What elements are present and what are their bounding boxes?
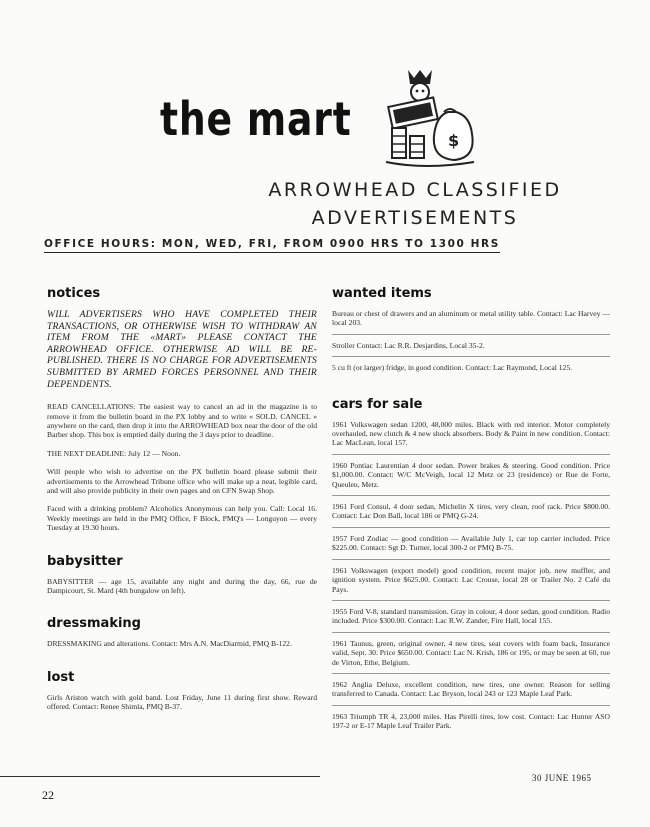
notice-paragraph: Will people who wish to advertise on the PX bulletin board please submit their advertisements to the Arrowhead Tribune office who will make up a neat, legible card, and will also provide publicity in their own pages and on CFN Swap Shop. — [47, 467, 317, 495]
dressmaking-ad: DRESSMAKING and alterations. Contact: Mrs A.N. MacDiarmid, PMQ B-122. — [47, 639, 292, 649]
classified-heading — [250, 176, 580, 232]
wanted-item: Stroller Contact: Lac R.R. Desjardins, Local 35-2. — [332, 341, 610, 357]
car-item: 1961 Volkswagen (export model) good condition, recent major job, new muffler, and ignition system. Price $625.00. Contact: Lac Crouse, local 28 or Trailer No. 2 Café du Pays. — [332, 566, 610, 601]
wanted-title: wanted items — [332, 286, 432, 301]
wanted-item: Bureau or chest of drawers and an aluminum or metal utility table. Contact: Lac Harvey — local 203. — [332, 309, 610, 335]
lost-ad: Girls Ariston watch with gold band. Lost Friday, June 11 during first show. Reward offered. Contact: Renee Shimla, PMQ B-37. — [47, 692, 317, 712]
wanted-item: 5 cu ft (or larger) fridge, in good condition. Contact: Lac Raymond, Local 125. — [332, 363, 573, 373]
babysitter-title: babysitter — [47, 553, 123, 569]
cars-list — [332, 420, 610, 737]
right-column — [332, 286, 610, 743]
car-item: 1957 Ford Zodiac — good condition — Available July 1, car top carrier included. Price $225.00. Contact: Sgt D. Turner, local 300-2 or PMQ B-75. — [332, 534, 610, 560]
footer-rule — [0, 776, 320, 777]
notice-paragraph: Faced with a drinking problem? Alcoholics Anonymous can help you. Call: Local 16. Weekly meetings are held in the PMQ Office, F Block, PMQ's — Longuyon — every Tuesday at 19.30 hours. — [47, 504, 317, 533]
notice-paragraph: READ CANCELLATIONS: The easiest way to cancel an ad in the magazine is to remove it from the bulletin board in the PX lobby and to write « SOLD. CANCEL » anywhere on the card, then drop it into the ARROWHEAD box near the door of the old Barber shop. This box is emptied daily during the 3 days prior to deadline. — [47, 402, 317, 440]
car-item: 1961 Volkswagen sedan 1200, 48,000 miles. Black with red interior. Motor completely overhauled, new clutch & 4 new shock absorbers. Body & Paint in new condition. Contact: Lac MacLean, local 157. — [332, 420, 610, 455]
office-hours: OFFICE HOURS: MON, WED, FRI, FROM 0900 HRS TO 1300 HRS — [44, 238, 500, 253]
car-item: 1955 Ford V-8, standard transmission. Gray in colour, 4 door sedan, good condition. Radio included. Price $300.00. Contact: Lac R.W. Zander, Fire Hall, local 155. — [332, 607, 610, 633]
car-item: 1961 Taunus, green, original owner, 4 new tires, seat covers with foam back, Insurance valid, Sept. 30. Price $650.00. Contact: Lac N. Krish, 186 or 195, or may be seen at 60, rue de Virton, Ethe, Belgium. — [332, 639, 610, 674]
lost-title: lost — [47, 669, 75, 685]
notice-paragraph: THE NEXT DEADLINE: July 12 — Noon. — [47, 448, 181, 458]
cars-title: cars for sale — [332, 396, 423, 412]
car-item: 1961 Ford Consul, 4 door sedan, Michelin X tires, very clean, roof rack. Price $800.00. Contact: Lac Don Ball, local 186 or PMQ G-24. — [332, 502, 610, 528]
heading-line-1: ARROWHEAD CLASSIFIED — [268, 179, 562, 201]
issue-date: 30 JUNE 1965 — [532, 773, 592, 783]
wanted-list — [332, 309, 610, 379]
heading-line-2: ADVERTISEMENTS — [311, 207, 519, 229]
car-item: 1963 Triumph TR 4, 23,000 miles. Has Pirelli tires, low cost. Contact: Lac Hunter ASO 197-2 or E-17 Maple Leaf Trailer Park. — [332, 711, 610, 731]
money-bag-mascot-icon — [378, 62, 478, 170]
notices-title: notices — [47, 286, 101, 301]
masthead-title: the mart — [160, 92, 352, 146]
left-column — [47, 286, 317, 721]
dressmaking-title: dressmaking — [47, 616, 141, 632]
car-item: 1962 Anglia Deluxe, excellent condition, new tires, one owner. Reason for selling transferred to Canada. Contact: Lac Bryson, local 243 or 123 Maple Leaf Park. — [332, 680, 610, 706]
page-number: 22 — [42, 788, 54, 802]
babysitter-ad: BABYSITTER — age 15, available any night and during the day, 66, rue de Dampicourt, St. Mard (4th bungalow on left). — [47, 576, 317, 596]
withdraw-notice: WILL ADVERTISERS WHO HAVE COMPLETED THEIR TRANSACTIONS, OR OTHERWISE WISH TO WITHDRAW AN ITEM FROM THE «MART» PLEASE CONTACT THE ARROWHEAD OFFICE. OTHERWISE AD WILL BE RE-PUBLISHED. THERE IS NO CHARGE FOR ADVERTISEMENTS SUBMITTED BY ARMED FORCES PERSONNEL AND THEIR DEPENDENTS. — [47, 309, 317, 390]
car-item: 1960 Pontiac Laurentian 4 door sedan. Power brakes & steering. Good condition. Price $1,000.00. Contact: W/C McVeigh, local 12 Metz or 23 (residence) or Rue de Forte, Queuleu, Metz. — [332, 461, 610, 496]
svg-text:$: $ — [448, 131, 460, 150]
